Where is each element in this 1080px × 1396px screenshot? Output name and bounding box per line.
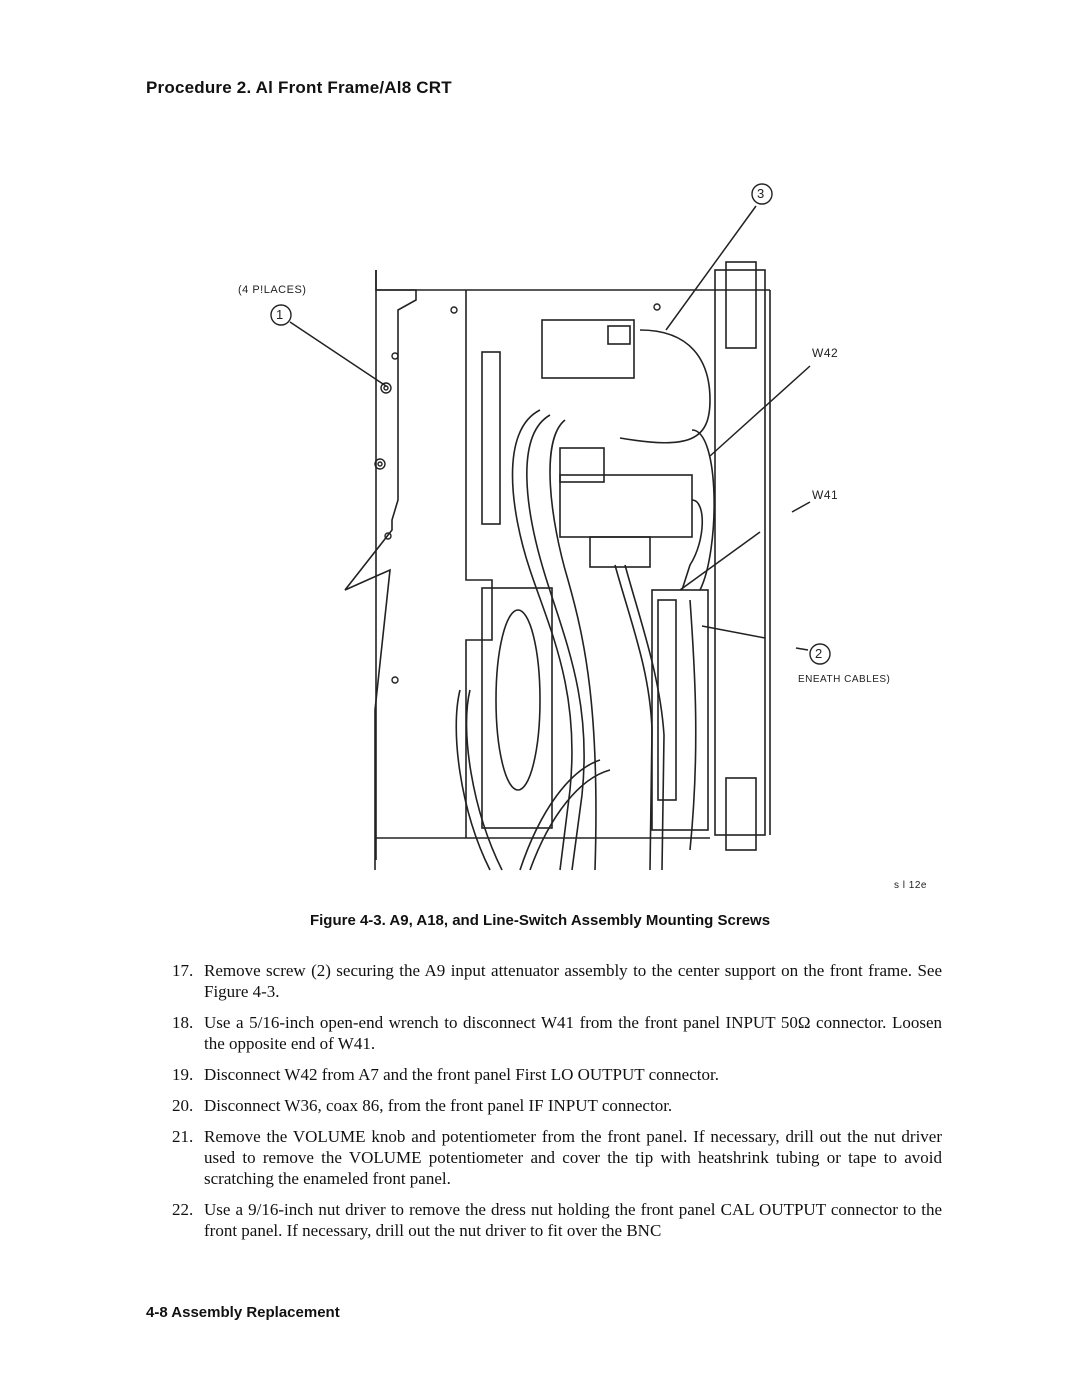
step-19 (172, 1064, 942, 1085)
label-w42: W42 (812, 346, 839, 360)
step-number: 18. (172, 1013, 194, 1032)
figure-code: s l 12e (894, 880, 927, 891)
relay-connector (608, 326, 630, 344)
relay-box (542, 320, 634, 378)
cable-bundle-1 (615, 565, 652, 870)
step-text: Use a 5/16-inch open-end wrench to disconnect W41 from the front panel INPUT 50Ω connector. Loosen the opposite end of W41. (204, 1013, 942, 1053)
left-tube (482, 352, 500, 524)
label-w41: W41 (812, 488, 839, 502)
screw-hole (654, 304, 660, 310)
callout-line-1 (290, 322, 386, 386)
cable-bottom-fan (520, 760, 600, 870)
cable-right-2 (692, 430, 714, 590)
lower-right-board (652, 590, 708, 830)
step-17 (172, 960, 942, 1002)
front-panel-upper-block (726, 262, 756, 348)
step-text: Disconnect W42 from A7 and the front panel First LO OUTPUT connector. (204, 1065, 719, 1084)
callout-number-1: 1 (276, 307, 284, 322)
screw-mounting (384, 386, 388, 390)
step-22 (172, 1199, 942, 1241)
callout-line-2-tick (796, 648, 808, 650)
step-number: 17. (172, 961, 194, 980)
callout-line-2 (702, 626, 765, 638)
callout-number-2: 2 (815, 646, 823, 661)
step-18 (172, 1012, 942, 1054)
step-text: Remove the VOLUME knob and potentiometer from the front panel. If necessary, drill out the nut driver used to remove the VOLUME potentiometer and cover the tip with heatshrink tubing or tape to avoid scratching the enameled front panel. (204, 1127, 942, 1188)
step-text: Remove screw (2) securing the A9 input attenuator assembly to the center support on the front frame. See Figure 4-3. (204, 961, 942, 1001)
step-20 (172, 1095, 942, 1116)
page-heading: Procedure 2. Al Front Frame/Al8 CRT (146, 78, 452, 97)
callout-line-w41-short (792, 502, 810, 512)
step-text: Disconnect W36, coax 86, from the front panel IF INPUT connector. (204, 1096, 673, 1115)
label-places: (4 P!LACES) (238, 284, 307, 296)
step-21 (172, 1126, 942, 1189)
cable-far-right (690, 600, 696, 850)
label-beneath-cables: ENEATH CABLES) (798, 674, 891, 685)
step-number: 20. (172, 1096, 194, 1115)
attenuator-lower (590, 537, 650, 567)
callout-line-w42 (710, 366, 810, 456)
screw-hole (392, 353, 398, 359)
assembly-drawing (220, 170, 940, 900)
step-number: 19. (172, 1065, 194, 1084)
screw-mounting (378, 462, 382, 466)
attenuator-top (560, 448, 604, 482)
step-number: 22. (172, 1200, 194, 1219)
callout-line-3 (666, 206, 756, 330)
step-text: Use a 9/16-inch nut driver to remove the dress nut holding the front panel CAL OUTPUT connector to the front panel. If necessary, drill out the nut driver to fit over the BNC (204, 1200, 942, 1240)
left-frame-outline (345, 270, 416, 870)
attenuator-assembly (560, 475, 692, 537)
assembly-figure (220, 170, 940, 900)
front-panel (715, 270, 765, 835)
cable-main-1 (513, 410, 572, 870)
page-footer: 4-8 Assembly Replacement (146, 1304, 340, 1321)
figure-caption: Figure 4-3. A9, A18, and Line-Switch Assembly Mounting Screws (309, 912, 771, 929)
cable-main-3 (550, 420, 596, 870)
procedure-steps (172, 960, 942, 1251)
center-support (466, 290, 492, 838)
screw-hole (451, 307, 457, 313)
front-panel-lower-block (726, 778, 756, 850)
screw-hole (392, 677, 398, 683)
callout-number-3: 3 (757, 186, 765, 201)
bottom-lobes (496, 610, 540, 790)
step-number: 21. (172, 1127, 194, 1146)
